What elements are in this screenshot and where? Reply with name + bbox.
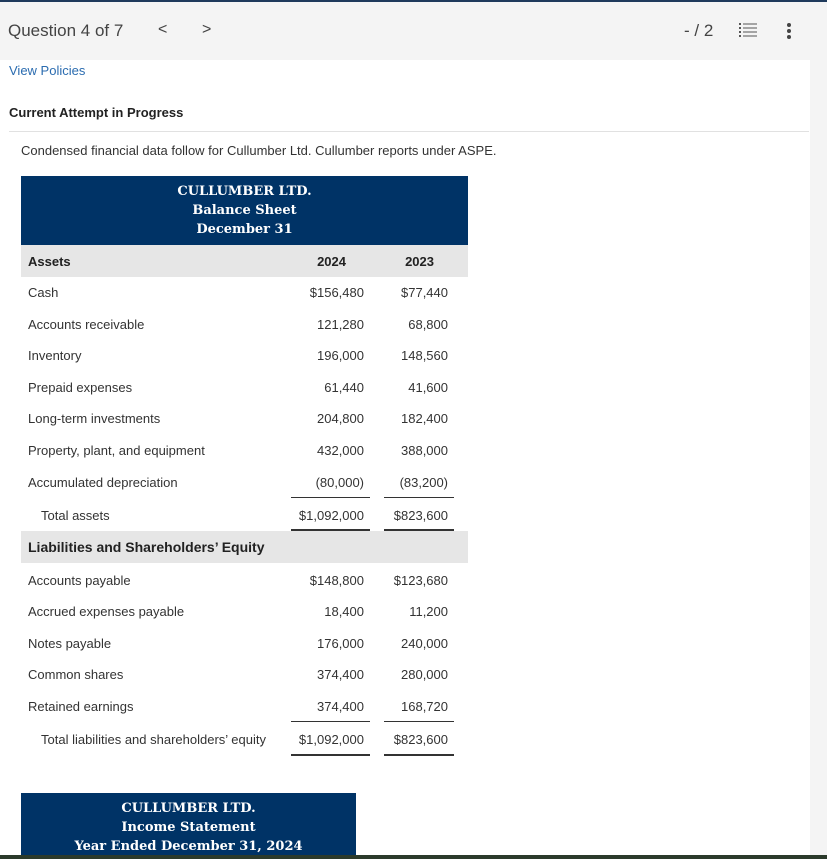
- next-question-button[interactable]: >: [202, 21, 212, 38]
- statement-title: Income Statement: [121, 820, 256, 835]
- value-2024: $148,800: [309, 573, 364, 588]
- table-row: [21, 317, 468, 337]
- total-rule: [384, 754, 454, 756]
- row-label: Accumulated depreciation: [28, 475, 178, 490]
- previous-question-button[interactable]: <: [158, 21, 168, 38]
- value-2023: $823,600: [393, 732, 448, 747]
- question-panel: [0, 60, 810, 859]
- row-label: Common shares: [28, 667, 124, 682]
- table-row: [21, 348, 468, 368]
- value-2024: 18,400: [324, 604, 364, 619]
- value-2023: 11,200: [409, 604, 448, 619]
- company-name: CULLUMBER LTD.: [121, 801, 256, 816]
- subtotal-rule: [384, 721, 454, 722]
- view-policies-link[interactable]: View Policies: [9, 63, 86, 78]
- table-row: [21, 573, 468, 593]
- value-2024: 374,400: [317, 667, 364, 682]
- bottom-edge: [0, 855, 827, 859]
- question-title: Question 4 of 7: [8, 21, 124, 40]
- value-2023: $123,680: [393, 573, 448, 588]
- value-2024: $1,092,000: [298, 508, 364, 523]
- value-2024: $1,092,000: [298, 732, 364, 747]
- value-2024: 61,440: [324, 380, 364, 395]
- balance-sheet-header: [21, 176, 468, 245]
- row-label: Total assets: [41, 508, 110, 523]
- value-2023: 182,400: [401, 411, 448, 426]
- row-label: Retained earnings: [28, 699, 134, 714]
- value-2023: 388,000: [401, 443, 448, 458]
- value-2023: 168,720: [401, 699, 448, 714]
- value-2023: 41,600: [408, 380, 448, 395]
- value-2023: $77,440: [401, 285, 448, 300]
- total-assets-row: [21, 508, 468, 528]
- more-vertical-icon[interactable]: [781, 21, 797, 41]
- row-label: Property, plant, and equipment: [28, 443, 205, 458]
- row-label: Long-term investments: [28, 411, 161, 426]
- row-label: Accrued expenses payable: [28, 604, 185, 619]
- assets-header-band: [21, 245, 468, 277]
- value-2024: 204,800: [317, 411, 364, 426]
- table-row: [21, 443, 468, 463]
- attempt-status: Current Attempt in Progress: [9, 105, 184, 120]
- value-2024: 176,000: [317, 636, 364, 651]
- value-2024: 196,000: [317, 348, 364, 363]
- question-intro: Condensed financial data follow for Cullumber Ltd. Cullumber reports under ASPE.: [21, 143, 497, 158]
- subtotal-rule: [291, 721, 370, 722]
- total-liabilities-row: [21, 732, 468, 752]
- row-label: Cash: [28, 285, 59, 300]
- row-label: Accounts payable: [28, 573, 131, 588]
- company-name: CULLUMBER LTD.: [177, 184, 312, 199]
- question-header: [0, 2, 827, 60]
- statement-period: Year Ended December 31, 2024: [74, 839, 303, 854]
- total-rule: [291, 754, 370, 756]
- income-statement-header: [21, 793, 356, 859]
- table-row: [21, 636, 468, 656]
- row-label: Accounts receivable: [28, 317, 145, 332]
- assets-heading: Assets: [28, 254, 71, 269]
- value-2023: $823,600: [393, 508, 448, 523]
- value-2024: 121,280: [317, 317, 364, 332]
- subtotal-rule: [291, 497, 370, 498]
- liabilities-heading: Liabilities and Shareholders’ Equity: [28, 539, 265, 555]
- divider: [9, 131, 809, 132]
- value-2024: (80,000): [315, 475, 364, 490]
- statement-title: Balance Sheet: [192, 203, 297, 218]
- score-display: - / 2: [684, 21, 714, 40]
- row-label: Inventory: [28, 348, 82, 363]
- year-2023-heading: 2023: [405, 254, 434, 269]
- table-row: [21, 475, 468, 495]
- value-2024: 374,400: [317, 699, 364, 714]
- year-2024-heading: 2024: [317, 254, 346, 269]
- value-2023: 280,000: [401, 667, 448, 682]
- value-2023: 148,560: [401, 348, 448, 363]
- liabilities-header-band: [21, 531, 468, 563]
- statement-date: December 31: [196, 222, 293, 237]
- table-row: [21, 411, 468, 431]
- list-icon[interactable]: [739, 22, 757, 38]
- table-row: [21, 667, 468, 687]
- subtotal-rule: [384, 497, 454, 498]
- row-label: Notes payable: [28, 636, 112, 651]
- value-2023: 240,000: [401, 636, 448, 651]
- value-2024: $156,480: [309, 285, 364, 300]
- table-row: [21, 285, 468, 305]
- value-2023: 68,800: [408, 317, 448, 332]
- value-2024: 432,000: [317, 443, 364, 458]
- value-2023: (83,200): [399, 475, 448, 490]
- row-label: Prepaid expenses: [28, 380, 133, 395]
- table-row: [21, 699, 468, 719]
- table-row: [21, 604, 468, 624]
- row-label: Total liabilities and shareholders’ equity: [41, 732, 266, 747]
- table-row: [21, 380, 468, 400]
